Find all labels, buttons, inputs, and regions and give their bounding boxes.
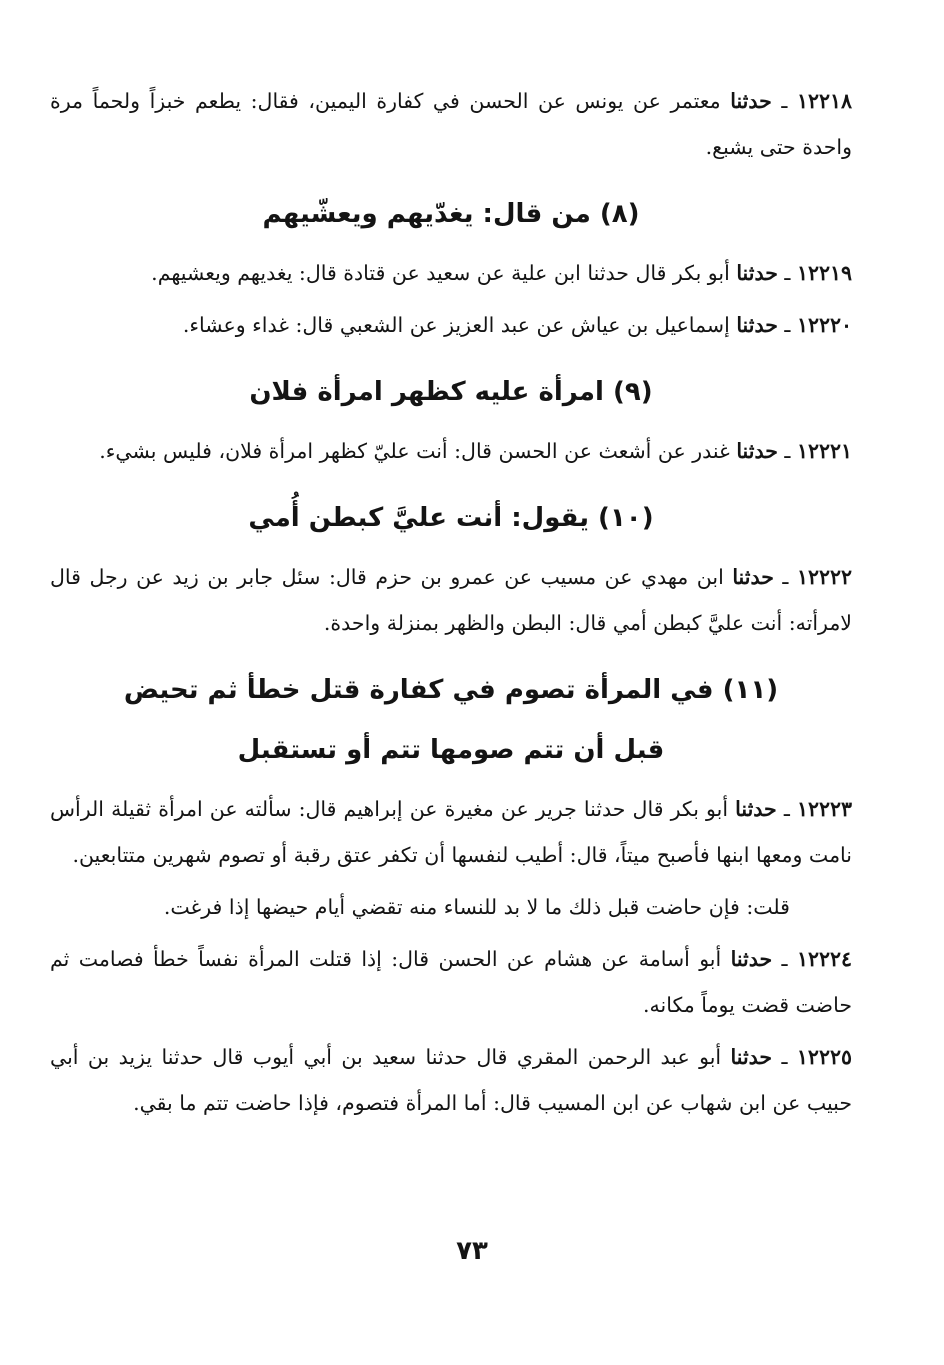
hadith-lead-word: حدثنا	[730, 89, 772, 113]
heading-line: (١٠) يقول: أنت عليَّ كبطن أُمي	[248, 503, 654, 533]
hadith-12223: ١٢٢٢٣ ـ حدثنا أبو بكر قال حدثنا جرير عن مغيرة عن إبراهيم قال: سألته عن امرأة ثقيلة الرأس نامت ومعها ابنها فأصبح ميتاً، قال: أطيب لنفسها أن تكفر عتق رقبة أو تصوم شهرين متتابعين.	[50, 797, 852, 867]
hadith-text: إسماعيل بن عياش عن عبد العزيز عن الشعبي قال: غداء وعشاء.	[182, 313, 730, 337]
hadith-12224: ١٢٢٢٤ ـ حدثنا أبو أسامة عن هشام عن الحسن قال: إذا قتلت المرأة نفساً خطأ فصامت ثم حاضت قضت يوماً مكانه.	[50, 947, 852, 1017]
chapter-9-heading	[50, 362, 852, 422]
hadith-12218: ١٢٢١٨ ـ حدثنا معتمر عن يونس عن الحسن في كفارة اليمين، فقال: يطعم خبزاً ولحماً مرة واحدة حتى يشبع.	[50, 89, 852, 159]
page-body	[50, 78, 852, 1132]
hadith-text: معتمر عن يونس عن الحسن في كفارة اليمين، فقال: يطعم خبزاً ولحماً مرة واحدة حتى يشبع.	[50, 89, 852, 159]
hadith-text: أبو بكر قال حدثنا جرير عن مغيرة عن إبراهيم قال: سألته عن امرأة ثقيلة الرأس نامت ومعها ابنها فأصبح ميتاً، قال: أطيب لنفسها أن تكفر عتق رقبة أو تصوم شهرين متتابعين.	[50, 797, 852, 867]
heading-line: قبل أن تتم صومها تتم أو تستقبل	[237, 735, 665, 765]
hadith-number: ١٢٢٢٠	[796, 313, 852, 337]
qultu-note: قلت: فإن حاضت قبل ذلك ما لا بد للنساء منه تقضي أيام حيضها إذا فرغت.	[163, 895, 790, 919]
hadith-text: أبو أسامة عن هشام عن الحسن قال: إذا قتلت المرأة نفساً خطأ فصامت ثم حاضت قضت يوماً مكانه.	[50, 947, 852, 1017]
page-number: ٧٣	[456, 1236, 488, 1266]
hadith-lead-word: حدثنا	[735, 797, 777, 821]
hadith-12219: ١٢٢١٩ ـ حدثنا أبو بكر قال حدثنا ابن علية عن سعيد عن قتادة قال: يغديهم ويعشيهم.	[151, 261, 852, 285]
hadith-12220: ١٢٢٢٠ ـ حدثنا إسماعيل بن عياش عن عبد العزيز عن الشعبي قال: غداء وعشاء.	[182, 313, 852, 337]
chapter-10-heading	[50, 488, 852, 548]
heading-line: (١١) في المرأة تصوم في كفارة قتل خطأ ثم تحيض	[123, 675, 779, 705]
chapter-8-heading	[50, 184, 852, 244]
hadith-lead-word: حدثنا	[730, 1045, 773, 1069]
hadith-lead-word: حدثنا	[732, 565, 774, 589]
hadith-lead-word: حدثنا	[736, 261, 778, 285]
chapter-11-heading	[50, 660, 852, 780]
hadith-number: ١٢٢١٨	[796, 89, 852, 113]
hadith-text: أبو عبد الرحمن المقري قال حدثنا سعيد بن أبي أيوب قال حدثنا يزيد بن أبي حبيب عن ابن شهاب عن ابن المسيب قال: أما المرأة فتصوم، فإذا حاضت تتم ما بقي.	[50, 1045, 852, 1115]
heading-line: (٩) امرأة عليه كظهر امرأة فلان	[249, 377, 653, 407]
hadith-12221: ١٢٢٢١ ـ حدثنا غندر عن أشعث عن الحسن قال: أنت عليّ كظهر امرأة فلان، فليس بشيء.	[99, 439, 852, 463]
hadith-lead-word: حدثنا	[736, 313, 778, 337]
hadith-number: ١٢٢٢٢	[796, 565, 852, 589]
hadith-text: أبو بكر قال حدثنا ابن علية عن سعيد عن قتادة قال: يغديهم ويعشيهم.	[151, 261, 730, 285]
hadith-number: ١٢٢٢١	[796, 439, 852, 463]
hadith-lead-word: حدثنا	[730, 947, 773, 971]
hadith-text: ابن مهدي عن مسيب عن عمرو بن حزم قال: سئل جابر بن زيد عن رجل قال لامرأته: أنت عليَّ كبطن أمي قال: البطن والظهر بمنزلة واحدة.	[50, 565, 852, 635]
heading-line: (٨) من قال: يغدّيهم ويعشّيهم	[262, 199, 640, 229]
hadith-number: ١٢٢٢٤	[796, 947, 852, 971]
hadith-lead-word: حدثنا	[736, 439, 778, 463]
hadith-number: ١٢٢١٩	[796, 261, 852, 285]
hadith-12222: ١٢٢٢٢ ـ حدثنا ابن مهدي عن مسيب عن عمرو بن حزم قال: سئل جابر بن زيد عن رجل قال لامرأته: أنت عليَّ كبطن أمي قال: البطن والظهر بمنزلة واحدة.	[50, 565, 852, 635]
hadith-number: ١٢٢٢٣	[796, 797, 852, 821]
hadith-12225: ١٢٢٢٥ ـ حدثنا أبو عبد الرحمن المقري قال حدثنا سعيد بن أبي أيوب قال حدثنا يزيد بن أبي حبيب عن ابن شهاب عن ابن المسيب قال: أما المرأة فتصوم، فإذا حاضت تتم ما بقي.	[50, 1045, 852, 1115]
hadith-number: ١٢٢٢٥	[796, 1045, 852, 1069]
hadith-text: غندر عن أشعث عن الحسن قال: أنت عليّ كظهر امرأة فلان، فليس بشيء.	[99, 439, 730, 463]
